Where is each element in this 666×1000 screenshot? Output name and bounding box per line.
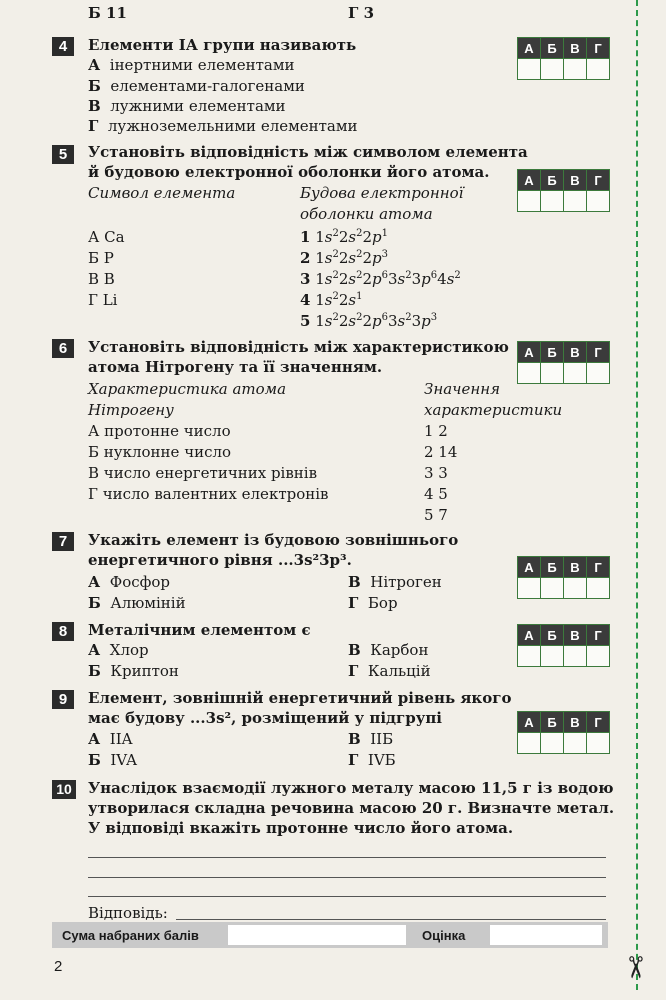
answer-cell[interactable]	[564, 363, 587, 384]
column-header: Будова електронної	[300, 184, 464, 202]
option-g: Г Кальцій	[348, 662, 431, 680]
answer-grid: А Б В Г	[517, 341, 610, 384]
left-item: В число енергетичних рівнів	[88, 464, 318, 482]
answer-label: Відповідь:	[88, 904, 168, 922]
config-1: 1 $1s^22s^22p^1$	[300, 228, 388, 246]
column-header: характеристики	[424, 401, 563, 419]
question-text: Установіть відповідність між характеристикою	[88, 338, 509, 356]
answer-cell[interactable]	[541, 578, 564, 599]
option-a: А інертними елементами	[88, 56, 295, 74]
answer-cell[interactable]	[518, 733, 541, 754]
answer-cell[interactable]	[564, 646, 587, 667]
answer-grid: А Б В Г	[517, 37, 610, 80]
grade-label: Оцінка	[422, 928, 466, 943]
answer-cell[interactable]	[564, 59, 587, 80]
option-b: Б Алюміній	[88, 594, 186, 612]
answer-cell[interactable]	[518, 363, 541, 384]
column-header: Значення	[424, 380, 501, 398]
page-number: 2	[54, 958, 63, 975]
value-item: 5 7	[424, 506, 448, 524]
question-text: має будову ...3s², розміщений у підгрупі	[88, 709, 443, 727]
answer-cell[interactable]	[587, 191, 610, 212]
question-text: Установіть відповідність між символом елемента	[88, 143, 528, 161]
answer-cell[interactable]	[587, 59, 610, 80]
answer-cell[interactable]	[541, 191, 564, 212]
question-text: енергетичного рівня ...3s²3p³.	[88, 551, 352, 569]
left-item: В B	[88, 270, 115, 288]
question-text: У відповіді вкажіть протонне число його атома.	[88, 819, 514, 837]
score-field[interactable]	[228, 925, 406, 945]
answer-cell[interactable]	[518, 191, 541, 212]
answer-cell[interactable]	[541, 59, 564, 80]
left-item: Б P	[88, 249, 114, 267]
option-a: А Хлор	[88, 641, 149, 659]
option-v: В лужними елементами	[88, 97, 286, 115]
score-label: Сума набраних балів	[62, 928, 199, 943]
question-text: Укажіть елемент із будовою зовнішнього	[88, 531, 459, 549]
value-item: 2 14	[424, 443, 458, 461]
column-header: оболонки атома	[300, 205, 433, 223]
answer-cell[interactable]	[518, 646, 541, 667]
answer-cell[interactable]	[587, 578, 610, 599]
scissors-icon: ✂	[617, 954, 653, 981]
answer-grid: А Б В Г	[517, 556, 610, 599]
value-item: 3 3	[424, 464, 448, 482]
left-item: Г Li	[88, 291, 118, 309]
option-b: Б Криптон	[88, 662, 179, 680]
option-v: В IIБ	[348, 730, 394, 748]
question-text: Елементи ІА групи називають	[88, 36, 357, 54]
left-item: Б нуклонне число	[88, 443, 232, 461]
question-text: Унаслідок взаємодії лужного металу масою 11,5 г із водою	[88, 779, 614, 797]
answer-line[interactable]	[88, 857, 606, 858]
grade-field[interactable]	[490, 925, 602, 945]
config-4: 4 $1s^22s^1$	[300, 291, 363, 309]
answer-cell[interactable]	[587, 363, 610, 384]
config-2: 2 $1s^22s^22p^3$	[300, 249, 388, 267]
question-number: 9	[52, 690, 74, 709]
answer-cell[interactable]	[518, 59, 541, 80]
prev-option-b: Б 11	[88, 4, 127, 22]
answer-cell[interactable]	[541, 733, 564, 754]
left-item: Г число валентних електронів	[88, 485, 329, 503]
config-3: 3 $1s^22s^22p^63s^23p^64s^2$	[300, 270, 461, 288]
question-number: 4	[52, 37, 74, 56]
question-number: 8	[52, 622, 74, 641]
left-item: А протонне число	[88, 422, 231, 440]
option-v: В Нітроген	[348, 573, 442, 591]
answer-cell[interactable]	[564, 733, 587, 754]
answer-cell[interactable]	[587, 646, 610, 667]
question-text: атома Нітрогену та її значенням.	[88, 358, 383, 376]
column-header: Нітрогену	[88, 401, 174, 419]
option-b: Б елементами-галогенами	[88, 77, 305, 95]
left-item: А Ca	[88, 228, 125, 246]
question-text: й будовою електронної оболонки його атома.	[88, 163, 490, 181]
question-number: 5	[52, 145, 74, 164]
answer-cell[interactable]	[541, 646, 564, 667]
answer-grid: А Б В Г	[517, 711, 610, 754]
value-item: 4 5	[424, 485, 448, 503]
answer-cell[interactable]	[541, 363, 564, 384]
score-bar	[52, 922, 608, 948]
answer-cell[interactable]	[587, 733, 610, 754]
question-text: Елемент, зовнішній енергетичний рівень якого	[88, 689, 512, 707]
option-a: А Фосфор	[88, 573, 171, 591]
option-g: Г Бор	[348, 594, 398, 612]
option-b: Б IVA	[88, 751, 137, 769]
answer-grid: А Б В Г	[517, 624, 610, 667]
column-header: Характеристика атома	[88, 380, 287, 398]
answer-cell[interactable]	[564, 191, 587, 212]
question-number: 6	[52, 339, 74, 358]
answer-line[interactable]	[88, 896, 606, 897]
prev-option-g: Г 3	[348, 4, 375, 22]
answer-field[interactable]	[176, 919, 606, 920]
option-v: В Карбон	[348, 641, 429, 659]
option-g: Г IVБ	[348, 751, 396, 769]
question-number: 7	[52, 532, 74, 551]
answer-cell[interactable]	[564, 578, 587, 599]
config-5: 5 $1s^22s^22p^63s^23p^3$	[300, 312, 438, 330]
column-header: Символ елемента	[88, 184, 236, 202]
option-a: А IIA	[88, 730, 133, 748]
answer-cell[interactable]	[518, 578, 541, 599]
question-text: Металічним елементом є	[88, 621, 311, 639]
answer-line[interactable]	[88, 877, 606, 878]
option-g: Г лужноземельними елементами	[88, 117, 358, 135]
question-number: 10	[52, 780, 76, 799]
answer-grid: А Б В Г	[517, 169, 610, 212]
value-item: 1 2	[424, 422, 448, 440]
cut-line	[636, 0, 638, 990]
question-text: утворилася складна речовина масою 20 г. Визначте метал.	[88, 799, 615, 817]
